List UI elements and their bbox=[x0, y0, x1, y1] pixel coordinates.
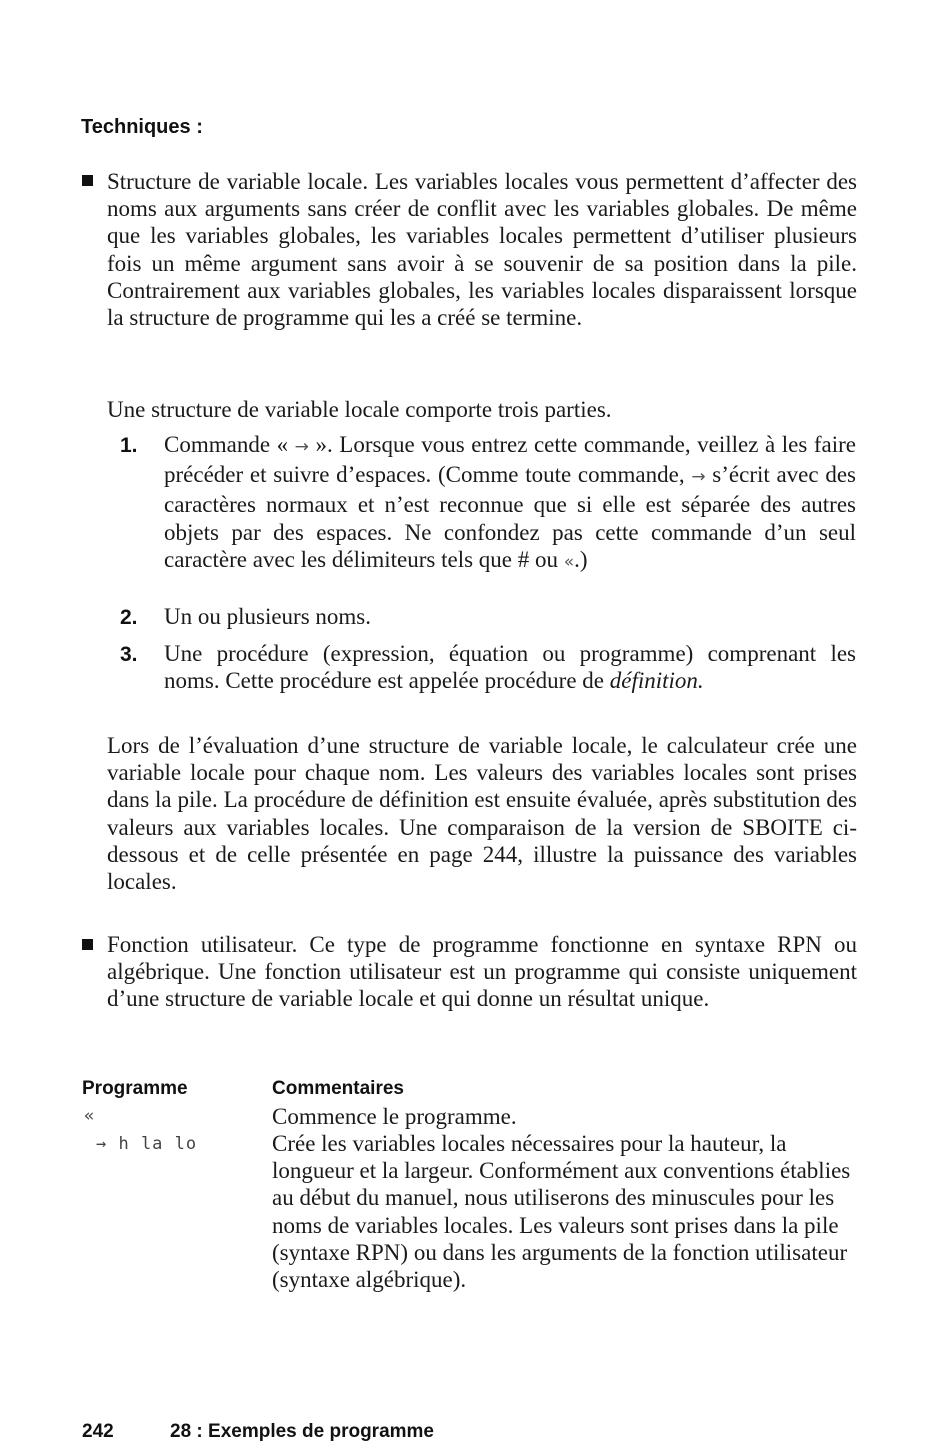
program-code-line: → h la lo bbox=[96, 1134, 198, 1154]
step-number-3: 3. bbox=[120, 643, 138, 666]
step-number-2: 2. bbox=[120, 606, 138, 629]
program-delimiter-icon: « bbox=[563, 551, 575, 572]
bullet-marker bbox=[82, 175, 93, 186]
chapter-title: 28 : Exemples de programme bbox=[170, 1421, 434, 1442]
comment-line: Commence le programme. bbox=[272, 1104, 517, 1129]
column-header-program: Programme bbox=[82, 1078, 188, 1099]
evaluation-paragraph: Lors de l’évaluation d’une structure de variable locale, le calculateur crée une variable locale pour chaque nom. Les valeurs des variables locales sont prises dans la pile. La procédure de définition est ensuite évaluée, après substitution des valeurs aux variables locales. Une comparaison de la version de SBOITE ci-dessous et de celle présentée en page 244, illustre la puissance des variables locales. bbox=[107, 733, 857, 895]
arrow-icon: → bbox=[294, 437, 309, 457]
step-number-1: 1. bbox=[120, 434, 138, 457]
bullet-user-function: Fonction utilisateur. Ce type de programme fonctionne en syntaxe RPN ou algébrique. Une fonction utilisateur est un programme qui consiste uniquement d’une structure de variable locale et qui donne un résultat unique. bbox=[107, 932, 857, 1012]
step-text-3: Une procédure (expression, équation ou programme) comprenant les noms. Cette procédure est appelée procédure de définition. bbox=[164, 641, 856, 694]
intro-paragraph: Une structure de variable locale comporte trois parties. bbox=[107, 397, 612, 422]
bullet-marker bbox=[82, 939, 93, 950]
step-text-1: Commande « → ». Lorsque vous entrez cette commande, veillez à les faire précéder et suivre d’espaces. (Comme toute commande, → s’écrit avec des caractères normaux et n’est reconnue que si elle est séparée des autres objets par des espaces. Ne confondez pas cette commande d’un seul caractère avec les délimiteurs tels que # ou «.) bbox=[164, 432, 857, 572]
step-text-2: Un ou plusieurs noms. bbox=[164, 604, 371, 629]
comment-line: Crée les variables locales nécessaires pour la hauteur, la longueur et la largeur. Conformément aux conventions établies au début du manuel, nous utiliserons des minuscules pour les noms de variables locales. Les valeurs sont prises dans la pile (syntaxe RPN) ou dans les arguments de la fonction utilisateur (syntaxe algébrique). bbox=[272, 1131, 851, 1293]
section-heading: Techniques : bbox=[81, 116, 203, 138]
page-number: 242 bbox=[82, 1421, 114, 1442]
column-header-comments: Commentaires bbox=[272, 1078, 404, 1099]
arrow-icon: → bbox=[691, 467, 706, 488]
bullet-local-variable: Structure de variable locale. Les variables locales vous permettent d’affecter des noms aux arguments sans créer de conflit avec les variables globales. De même que les variables globales, les variables locales permettent d’utiliser plusieurs fois un même argument sans avoir à se souvenir de sa position dans la pile. Contrairement aux variables globales, les variables locales disparaissent lorsque la structure de programme qui les a créé se termine. bbox=[107, 169, 857, 331]
program-code-line: « bbox=[84, 1106, 96, 1126]
definition-term: définition. bbox=[609, 668, 704, 694]
